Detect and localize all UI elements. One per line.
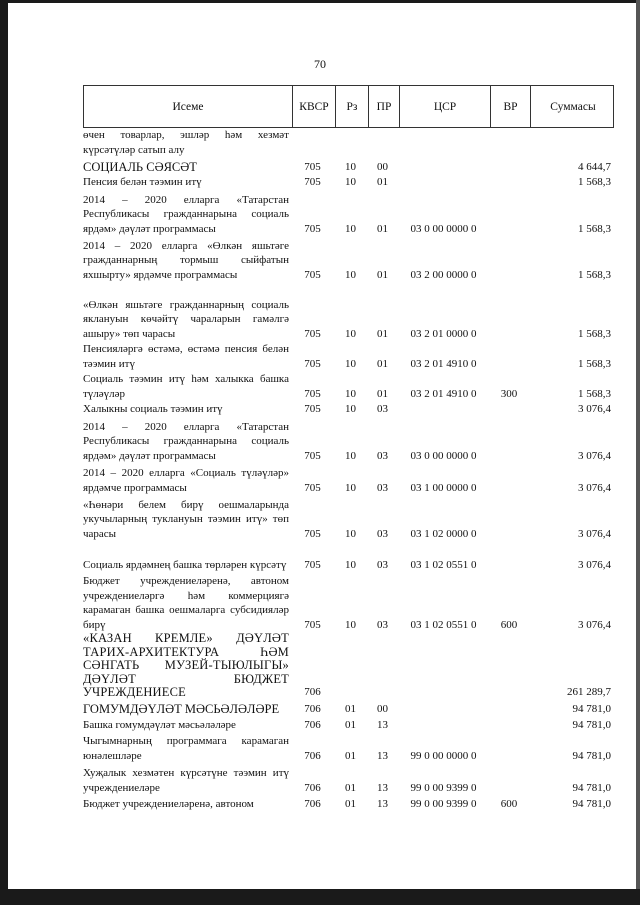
cell-vr <box>489 732 529 763</box>
cell-csr: 03 0 00 0000 0 <box>410 222 477 235</box>
cell-rz: 10 <box>345 402 356 415</box>
cell-csr: 03 0 00 0000 0 <box>410 449 477 462</box>
cell-rz: 10 <box>345 387 356 400</box>
cell-csr: 03 1 02 0000 0 <box>410 527 477 540</box>
cell-kvsr: 705 <box>304 558 321 571</box>
cell-rz <box>334 632 367 700</box>
cell-pr <box>367 128 398 157</box>
cell-vr <box>489 632 529 700</box>
cell-vr: 600 <box>500 797 518 810</box>
cell-kvsr: 706 <box>304 702 321 715</box>
cell-vr <box>489 189 529 236</box>
cell-vr <box>489 495 529 541</box>
cell-pr: 01 <box>377 387 388 400</box>
cell-sum: 3 076,4 <box>578 527 611 540</box>
cell-rz: 10 <box>345 481 356 494</box>
cell-kvsr: 705 <box>304 357 321 370</box>
table-row <box>83 156 614 174</box>
header-sum: Суммасы <box>530 86 615 127</box>
cell-vr <box>489 763 529 795</box>
cell-sum: 94 781,0 <box>572 797 611 810</box>
cell-sum: 94 781,0 <box>572 702 611 715</box>
cell-pr: 13 <box>377 749 388 762</box>
cell-csr: 03 2 01 4910 0 <box>410 387 477 400</box>
cell-kvsr: 705 <box>304 402 321 415</box>
cell-pr: 13 <box>377 781 388 794</box>
cell-sum: 1 568,3 <box>578 387 611 400</box>
cell-rz: 10 <box>345 160 356 173</box>
cell-rz: 10 <box>345 449 356 462</box>
cell-csr: 03 2 01 4910 0 <box>410 357 477 370</box>
cell-pr: 01 <box>377 327 388 340</box>
cell-rz: 01 <box>345 702 356 715</box>
cell-vr <box>489 401 529 416</box>
cell-sum: 3 076,4 <box>578 402 611 415</box>
cell-pr: 00 <box>377 702 388 715</box>
cell-sum: 4 644,7 <box>578 160 611 173</box>
cell-rz: 10 <box>345 357 356 370</box>
cell-rz: 01 <box>345 797 356 810</box>
cell-rz: 10 <box>345 527 356 540</box>
table-row <box>83 541 614 572</box>
cell-kvsr: 706 <box>304 686 321 698</box>
cell-name: Бюджет учреждениеләренә, автоном учреждениеләргә һәм коммерциягә карамаган башка оешмаларга субсидияләр бирү <box>83 575 289 631</box>
cell-name: «Һөнәри белем бирү оешмаларында укучыларның туклануын тәэмин итү» төп чарасы <box>83 498 289 540</box>
cell-vr <box>489 156 529 174</box>
cell-vr: 300 <box>500 387 518 400</box>
cell-vr <box>489 128 529 157</box>
cell-csr <box>398 632 489 700</box>
table-row <box>83 371 614 401</box>
cell-vr <box>489 282 529 341</box>
table-header <box>83 85 614 128</box>
cell-sum: 94 781,0 <box>572 718 611 731</box>
cell-sum <box>529 128 614 157</box>
cell-csr: 03 2 00 0000 0 <box>410 268 477 281</box>
table-row <box>83 699 614 716</box>
table-row <box>83 795 614 811</box>
cell-sum: 1 568,3 <box>578 268 611 281</box>
cell-csr <box>398 156 489 174</box>
cell-pr: 13 <box>377 718 388 731</box>
table-row <box>83 495 614 541</box>
cell-kvsr: 706 <box>304 781 321 794</box>
cell-csr <box>398 716 489 732</box>
cell-name: Чыгымнарның программага карамаган юнәлешләре <box>83 735 289 762</box>
cell-sum: 3 076,4 <box>578 558 611 571</box>
cell-csr <box>398 699 489 716</box>
cell-sum: 3 076,4 <box>578 449 611 462</box>
table-row <box>83 732 614 763</box>
cell-rz: 01 <box>345 781 356 794</box>
cell-pr: 00 <box>377 160 388 173</box>
table-row <box>83 189 614 236</box>
cell-sum: 3 076,4 <box>578 618 611 631</box>
table-row <box>83 763 614 795</box>
table-row <box>83 128 614 156</box>
cell-sum: 1 568,3 <box>578 327 611 340</box>
cell-pr: 01 <box>377 268 388 281</box>
cell-name: 2014 – 2020 елларга «Татарстан Республикасы гражданнарына социаль ярдәм» дәүләт программасы <box>83 193 289 235</box>
header-rz: Рз <box>335 86 368 127</box>
scan-border-left <box>0 0 8 905</box>
cell-name: ГОМУМДӘҮЛӘТ МӘСЬӘЛӘЛӘРЕ <box>83 702 280 716</box>
cell-kvsr: 705 <box>304 618 321 631</box>
table-row <box>83 416 614 463</box>
page-number: 70 <box>314 57 326 71</box>
table-row <box>83 401 614 416</box>
cell-csr: 99 0 00 9399 0 <box>410 781 477 794</box>
cell-sum: 1 568,3 <box>578 175 611 188</box>
cell-kvsr: 705 <box>304 175 321 188</box>
table-row <box>83 632 614 699</box>
cell-rz: 10 <box>345 327 356 340</box>
cell-vr <box>489 341 529 371</box>
cell-pr: 13 <box>377 797 388 810</box>
cell-name: Халыкны социаль тәэмин итү <box>83 402 223 415</box>
cell-pr: 03 <box>377 558 388 571</box>
header-vr: ВР <box>490 86 530 127</box>
cell-sum: 1 568,3 <box>578 222 611 235</box>
table-row <box>83 282 614 341</box>
table-row <box>83 174 614 189</box>
cell-csr <box>398 128 489 157</box>
table-row <box>83 463 614 495</box>
cell-name: 2014 – 2020 елларга «Өлкән яшьтәге гражданнарның тормыш сыйфатын яхшырту» ярдәмче программасы <box>83 239 289 281</box>
scan-border-bottom <box>0 889 640 905</box>
cell-pr: 03 <box>377 618 388 631</box>
cell-rz: 10 <box>345 175 356 188</box>
cell-csr: 03 1 02 0551 0 <box>410 618 477 631</box>
table-row <box>83 572 614 632</box>
cell-pr: 01 <box>377 357 388 370</box>
cell-name: Пенсияләргә өстәмә, өстәмә пенсия белән тәэмин итү <box>83 343 289 370</box>
cell-vr: 600 <box>500 618 518 631</box>
cell-kvsr: 706 <box>304 797 321 810</box>
header-csr: ЦСР <box>399 86 490 127</box>
cell-sum: 3 076,4 <box>578 481 611 494</box>
cell-vr <box>489 716 529 732</box>
cell-kvsr <box>291 128 334 157</box>
table-row <box>83 236 614 282</box>
cell-pr: 01 <box>377 222 388 235</box>
cell-name: Социаль ярдәмнең башка төрләрен күрсәтү <box>83 558 287 571</box>
cell-rz: 10 <box>345 618 356 631</box>
header-name: Исеме <box>172 100 204 113</box>
cell-csr <box>398 401 489 416</box>
cell-kvsr: 706 <box>304 718 321 731</box>
cell-rz: 10 <box>345 558 356 571</box>
cell-kvsr: 705 <box>304 387 321 400</box>
cell-pr: 03 <box>377 527 388 540</box>
cell-vr <box>489 236 529 282</box>
cell-csr: 99 0 00 9399 0 <box>410 797 477 810</box>
cell-csr: 03 2 01 0000 0 <box>410 327 477 340</box>
table-body <box>83 128 614 811</box>
cell-vr <box>489 541 529 572</box>
cell-pr: 03 <box>377 481 388 494</box>
cell-kvsr: 705 <box>304 449 321 462</box>
table-row <box>83 716 614 732</box>
cell-csr <box>398 174 489 189</box>
cell-pr <box>367 632 398 700</box>
cell-name: Башка гомумдәүләт мәсьәләләре <box>83 718 236 731</box>
cell-name: СОЦИАЛЬ СӘЯСӘТ <box>83 160 197 174</box>
cell-sum: 94 781,0 <box>572 749 611 762</box>
cell-kvsr: 705 <box>304 527 321 540</box>
cell-name: Бюджет учреждениеләренә, автоном <box>83 797 254 810</box>
cell-vr <box>489 174 529 189</box>
budget-table <box>83 85 614 811</box>
cell-csr: 99 0 00 0000 0 <box>410 749 477 762</box>
cell-sum: 94 781,0 <box>572 781 611 794</box>
cell-name: өчен товарлар, эшләр һәм хезмәт күрсәтүләр сатып алу <box>83 129 289 156</box>
cell-sum: 1 568,3 <box>578 357 611 370</box>
cell-kvsr: 706 <box>304 749 321 762</box>
cell-name: «Өлкән яшьтәге гражданнарның социаль яклануын көчәйтү чараларын гамәлгә ашыру» төп чарасы <box>83 298 289 340</box>
cell-vr <box>489 699 529 716</box>
cell-name: «КАЗАН КРЕМЛЕ» ДӘҮЛӘТ ТАРИХ-АРХИТЕКТУРА ҺӘМ СӘНГАТЬ МУЗЕЙ-ТЫЮЛЫГЫ» ДӘҮЛӘТ БЮДЖЕТ УЧРЕЖДЕНИЕСЕ <box>83 631 289 699</box>
cell-name: Социаль тәэмин итү һәм халыкка башка түләүләр <box>83 373 289 400</box>
cell-rz <box>334 128 367 157</box>
scan-border-top <box>0 0 640 3</box>
cell-vr <box>489 416 529 463</box>
cell-name: Пенсия белән тәэмин итү <box>83 175 202 188</box>
cell-name: 2014 – 2020 елларга «Социаль түләүләр» ярдәмче программасы <box>83 467 289 494</box>
header-pr: ПР <box>368 86 399 127</box>
cell-csr: 03 1 02 0551 0 <box>410 558 477 571</box>
cell-pr: 03 <box>377 402 388 415</box>
cell-kvsr: 705 <box>304 481 321 494</box>
cell-rz: 01 <box>345 718 356 731</box>
cell-pr: 03 <box>377 449 388 462</box>
cell-rz: 10 <box>345 222 356 235</box>
cell-name: Хуҗалык хезмәтен күрсәтүне тәэмин итү учреждениеләре <box>83 767 289 794</box>
cell-kvsr: 705 <box>304 160 321 173</box>
header-kvsr: КВСР <box>292 86 335 127</box>
cell-csr: 03 1 00 0000 0 <box>410 481 477 494</box>
cell-sum: 261 289,7 <box>567 686 611 698</box>
cell-rz: 01 <box>345 749 356 762</box>
cell-name: 2014 – 2020 елларга «Татарстан Республикасы гражданнарына социаль ярдәм» дәүләт программасы <box>83 420 289 462</box>
cell-rz: 10 <box>345 268 356 281</box>
table-row <box>83 341 614 371</box>
scan-border-right <box>636 0 640 905</box>
cell-vr <box>489 463 529 495</box>
cell-kvsr: 705 <box>304 222 321 235</box>
cell-kvsr: 705 <box>304 268 321 281</box>
cell-pr: 01 <box>377 175 388 188</box>
cell-kvsr: 705 <box>304 327 321 340</box>
